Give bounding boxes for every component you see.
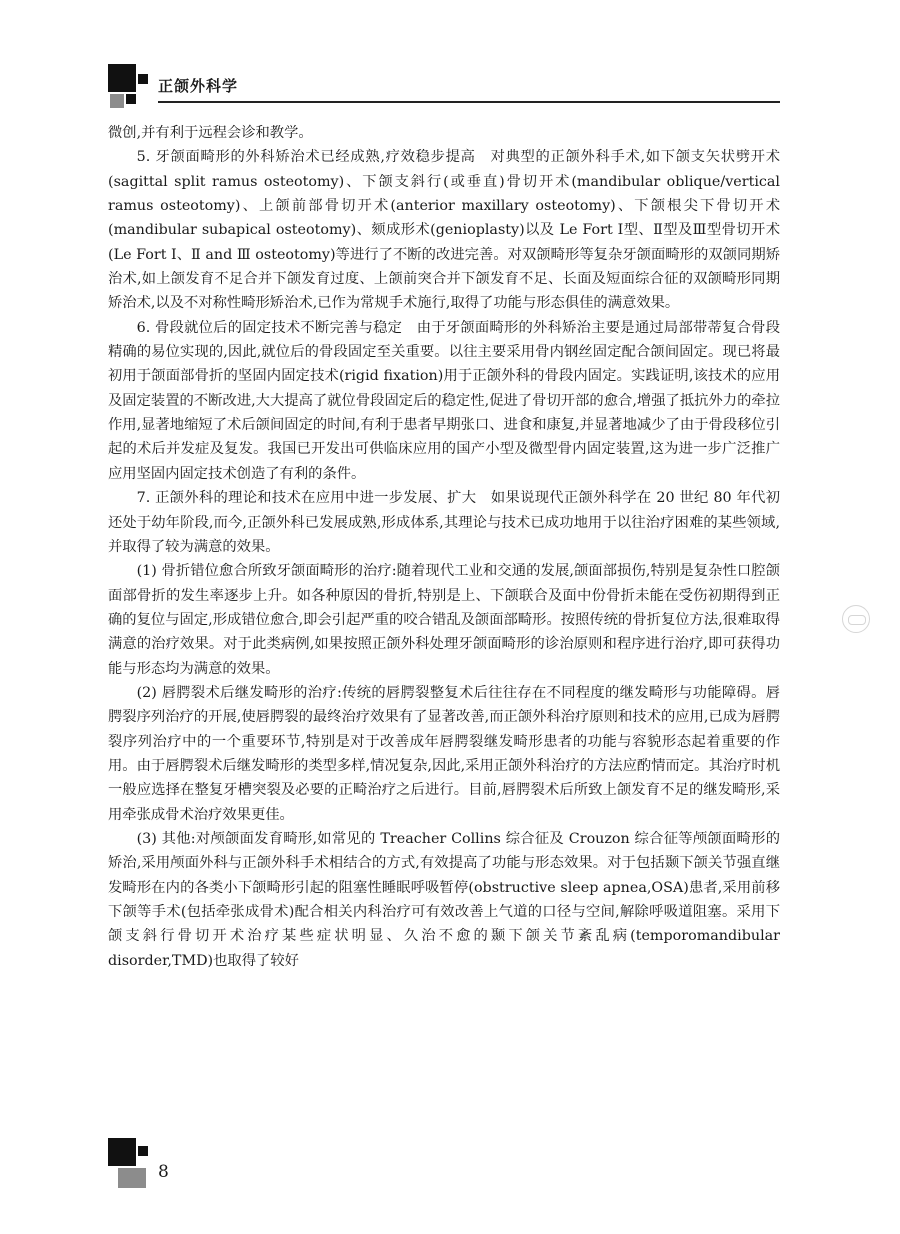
footer-square-black-large xyxy=(108,1138,136,1166)
paragraph: (2) 唇腭裂术后继发畸形的治疗:传统的唇腭裂整复术后往往存在不同程度的继发畸形与功能障碍。唇腭裂序列治疗的开展,使唇腭裂的最终治疗效果有了显著改善,而正颌外科治疗原则和技术的应用,已成为唇腭裂序列治疗中的一个重要环节,特别是对于改善成年唇腭裂继发畸形患者的功能与容貌形态起着重要的作用。由于唇腭裂术后继发畸形的类型多样,情况复杂,因此,采用正颌外科治疗的方法应酌情而定。其治疗时机一般应选择在整复牙槽突裂及必要的正畸治疗之后进行。目前,唇腭裂术后所致上颌发育不足的继发畸形,采用牵张成骨术治疗效果更佳。 xyxy=(108,684,780,823)
footer-square-black-small xyxy=(138,1146,148,1156)
page-footer xyxy=(108,1138,208,1198)
header-rule xyxy=(158,101,780,103)
paragraph: 5. 牙颌面畸形的外科矫治术已经成熟,疗效稳步提高 对典型的正颌外科手术,如下颌支矢状劈开术(sagittal split ramus osteotomy)、下颌支斜行(或垂直)骨切开术(mandibular oblique/vertical ramus osteotomy)、上颌前部骨切开术(anterior maxillary osteotomy)、下颌根尖下骨切开术(mandibular subapical osteotomy)、颏成形术(genioplasty)以及 Le Fort Ⅰ型、Ⅱ型及Ⅲ型骨切开术(Le Fort Ⅰ、Ⅱ and Ⅲ osteotomy)等进行了不断的改进完善。对双颌畸形等复杂牙颌面畸形的双颌同期矫治术,如上颌发育不足合并下颌发育过度、上颌前突合并下颌发育不足、长面及短面综合征的双颌畸形同期矫治术,以及不对称性畸形矫治术,已作为常规手术施行,取得了功能与形态俱佳的满意效果。 xyxy=(108,149,780,312)
paragraph: (3) 其他:对颅颌面发育畸形,如常见的 Treacher Collins 综合征及 Crouzon 综合征等颅颌面畸形的矫治,采用颅面外科与正颌外科手术相结合的方式,有效提高了功能与形态效果。对于包括颞下颌关节强直继发畸形在内的各类小下颌畸形引起的阻塞性睡眠呼吸暂停(obstructive sleep apnea,OSA)患者,采用前移下颌等手术(包括牵张成骨术)配合相关内科治疗可有效改善上气道的口径与空间,解除呼吸道阻塞。采用下颌支斜行骨切开术治疗某些症状明显、久治不愈的颞下颌关节紊乱病(temporomandibular disorder,TMD)也取得了较好 xyxy=(108,830,780,969)
paragraph: 6. 骨段就位后的固定技术不断完善与稳定 由于牙颌面畸形的外科矫治主要是通过局部带蒂复合骨段精确的易位实现的,因此,就位后的骨段固定至关重要。以往主要采用骨内钢丝固定配合颌间固定。现已将最初用于颌面部骨折的坚固内固定技术(rigid fixation)用于正颌外科的骨段内固定。实践证明,该技术的应用及固定装置的不断改进,大大提高了就位骨段固定后的稳定性,促进了骨切开部的愈合,增强了抵抗外力的牵拉作用,显著地缩短了术后颌间固定的时间,有利于患者早期张口、进食和康复,并显著地减少了由于骨段移位引起的术后并发症及复发。我国已开发出可供临床应用的国产小型及微型骨内固定装置,这为进一步广泛推广应用坚固内固定技术创造了有利的条件。 xyxy=(108,319,780,482)
paragraph: (1) 骨折错位愈合所致牙颌面畸形的治疗:随着现代工业和交通的发展,颌面部损伤,特别是复杂性口腔颌面部骨折的发生率逐步上升。如各种原因的骨折,特别是上、下颌联合及面中份骨折未能在受伤初期得到正确的复位与固定,形成错位愈合,即会引起严重的咬合错乱及颌面部畸形。按照传统的骨折复位方法,很难取得满意的治疗效果。对于此类病例,如果按照正颌外科处理牙颌面畸形的诊治原则和程序进行治疗,即可获得功能与形态均为满意的效果。 xyxy=(108,563,780,677)
watermark-stamp-inner xyxy=(848,615,866,625)
body-text xyxy=(108,121,780,973)
paragraph: 7. 正颌外科的理论和技术在应用中进一步发展、扩大 如果说现代正颌外科学在 20 世纪 80 年代初还处于幼年阶段,而今,正颌外科已发展成熟,形成体系,其理论与技术已成功地用于以往治疗困难的某些领域,并取得了较为满意的效果。 xyxy=(108,490,780,555)
paragraph: 微创,并有利于远程会诊和教学。 xyxy=(108,125,313,141)
page-number: 8 xyxy=(158,1162,169,1182)
running-header-title: 正颌外科学 xyxy=(158,77,239,95)
page-header xyxy=(108,65,780,105)
watermark-stamp xyxy=(842,605,870,633)
footer-square-gray xyxy=(118,1168,146,1188)
